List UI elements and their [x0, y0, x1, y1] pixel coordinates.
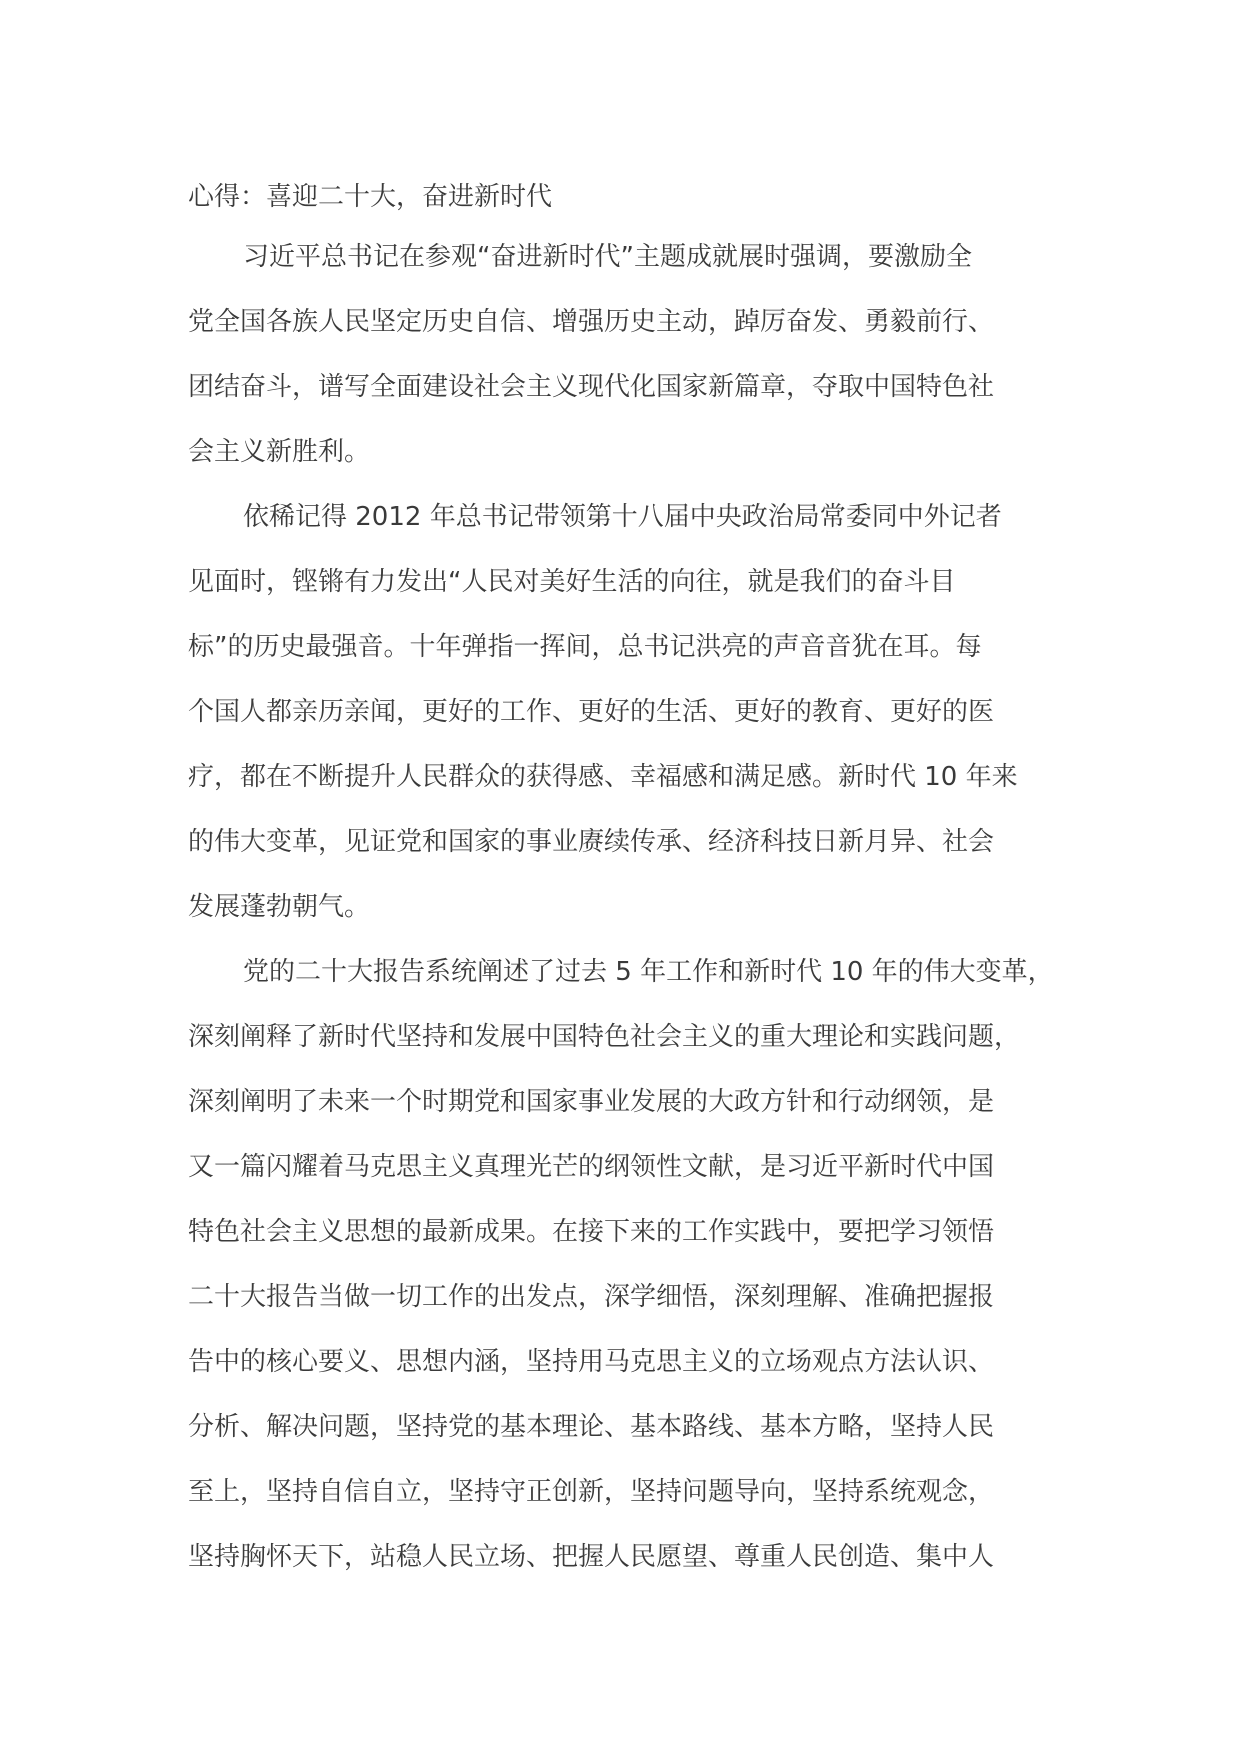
- paragraph-line: 党全国各族人民坚定历史自信、增强历史主动，踔厉奋发、勇毅前行、: [188, 307, 995, 337]
- paragraph-2: [188, 497, 1088, 952]
- paragraph-line: 个国人都亲历亲闻，更好的工作、更好的生活、更好的教育、更好的医: [188, 697, 995, 727]
- document-title: 心得：喜迎二十大，奋进新时代: [188, 182, 553, 212]
- paragraph-line: 的伟大变革，见证党和国家的事业赓续传承、经济科技日新月异、社会: [188, 827, 995, 857]
- paragraph-line: 二十大报告当做一切工作的出发点，深学细悟，深刻理解、准确把握报: [188, 1282, 995, 1312]
- paragraph-line: 至上，坚持自信自立，坚持守正创新，坚持问题导向，坚持系统观念，: [188, 1477, 995, 1507]
- paragraph-line: 发展蓬勃朝气。: [188, 892, 371, 922]
- paragraph-line: 标”的历史最强音。十年弹指一挥间，总书记洪亮的声音音犹在耳。每: [188, 632, 982, 662]
- paragraph-line: 依稀记得 2012 年总书记带领第十八届中央政治局常委同中外记者: [243, 502, 1002, 532]
- paragraph-3: [188, 952, 1088, 1602]
- paragraph-line: 会主义新胜利。: [188, 437, 371, 467]
- paragraph-line: 分析、解决问题，坚持党的基本理论、基本路线、基本方略，坚持人民: [188, 1412, 995, 1442]
- paragraph-line: 坚持胸怀天下，站稳人民立场、把握人民愿望、尊重人民创造、集中人: [188, 1542, 995, 1572]
- document-body: [188, 177, 1088, 1602]
- paragraph-line: 深刻阐释了新时代坚持和发展中国特色社会主义的重大理论和实践问题，: [188, 1022, 1021, 1052]
- paragraph-line: 特色社会主义思想的最新成果。在接下来的工作实践中，要把学习领悟: [188, 1217, 995, 1247]
- paragraph-line: 见面时，铿锵有力发出“人民对美好生活的向往，就是我们的奋斗目: [188, 567, 956, 597]
- paragraph-line: 深刻阐明了未来一个时期党和国家事业发展的大政方针和行动纲领，是: [188, 1087, 995, 1117]
- paragraph-line: 党的二十大报告系统阐述了过去 5 年工作和新时代 10 年的伟大变革，: [243, 957, 1054, 987]
- paragraph-line: 告中的核心要义、思想内涵，坚持用马克思主义的立场观点方法认识、: [188, 1347, 995, 1377]
- paragraph-line: 习近平总书记在参观“奋进新时代”主题成就展时强调，要激励全: [243, 242, 972, 272]
- paragraph-1: [188, 237, 1088, 497]
- paragraph-line: 又一篇闪耀着马克思主义真理光芒的纲领性文献，是习近平新时代中国: [188, 1152, 995, 1182]
- paragraph-line: 团结奋斗，谱写全面建设社会主义现代化国家新篇章，夺取中国特色社: [188, 372, 995, 402]
- paragraph-line: 疗，都在不断提升人民群众的获得感、幸福感和满足感。新时代 10 年来: [188, 762, 1018, 792]
